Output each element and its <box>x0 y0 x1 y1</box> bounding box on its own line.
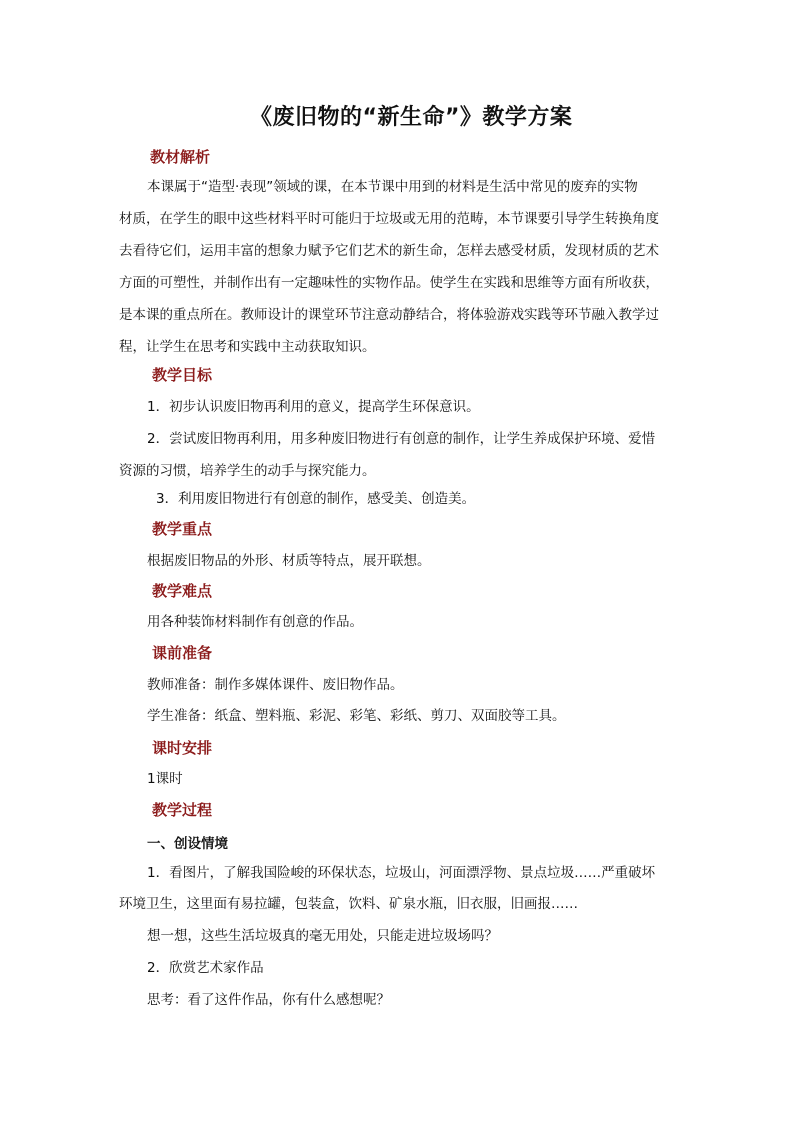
section-heading-key-points: 教学重点 <box>152 520 213 538</box>
process-line: 环境卫生，这里面有易拉罐，包装盒，饮料、矿泉水瓶，旧衣服，旧画报…… <box>119 896 578 912</box>
process-line: 思考：看了这件作品，你有什么感想呢？ <box>147 992 390 1008</box>
analysis-line: 去看待它们，运用丰富的想象力赋予它们艺术的新生命，怎样去感受材质，发现材质的艺术 <box>119 243 659 259</box>
section-heading-goals: 教学目标 <box>152 366 213 384</box>
section-heading-preparation: 课前准备 <box>152 644 213 662</box>
preparation-line: 教师准备：制作多媒体课件、废旧物作品。 <box>147 677 404 693</box>
analysis-line: 本课属于“造型·表现”领域的课，在本节课中用到的材料是生活中常见的废弃的实物 <box>147 179 638 195</box>
analysis-line: 材质，在学生的眼中这些材料平时可能归于垃圾或无用的范畴，本节课要引导学生转换角度 <box>119 211 659 227</box>
section-heading-difficulties: 教学难点 <box>152 582 213 600</box>
schedule-line: 1课时 <box>147 771 183 787</box>
preparation-line: 学生准备：纸盒、塑料瓶、彩泥、彩笔、彩纸、剪刀、双面胶等工具。 <box>147 708 566 724</box>
process-line: 1．看图片，了解我国险峻的环保状态，垃圾山，河面漂浮物、景点垃圾……严重破坏 <box>147 865 656 881</box>
process-line: 想一想，这些生活垃圾真的毫无用处，只能走进垃圾场吗？ <box>147 928 498 944</box>
goals-line: 资源的习惯，培养学生的动手与探究能力。 <box>119 463 376 479</box>
goals-line: 2．尝试废旧物再利用，用多种废旧物进行有创意的制作，让学生养成保护环境、爱惜 <box>147 431 656 447</box>
section-heading-schedule: 课时安排 <box>152 739 213 757</box>
analysis-line: 方面的可塑性，并制作出有一定趣味性的实物作品。使学生在实践和思维等方面有所收获， <box>119 275 659 291</box>
goals-line: 1．初步认识废旧物再利用的意义，提高学生环保意识。 <box>147 399 480 415</box>
analysis-line: 程，让学生在思考和实践中主动获取知识。 <box>119 339 376 355</box>
key-points-line: 根据废旧物品的外形、材质等特点，展开联想。 <box>147 553 431 569</box>
analysis-line: 是本课的重点所在。教师设计的课堂环节注意动静结合，将体验游戏实践等环节融入教学过 <box>119 307 659 323</box>
section-heading-analysis: 教材解析 <box>150 148 211 166</box>
section-heading-process: 教学过程 <box>152 801 213 819</box>
document-title: 《废旧物的“新生命”》教学方案 <box>250 105 573 130</box>
difficulties-line: 用各种装饰材料制作有创意的作品。 <box>147 614 363 630</box>
process-subheading: 一、创设情境 <box>147 836 228 852</box>
goals-line: 3．利用废旧物进行有创意的制作，感受美、创造美。 <box>156 491 476 507</box>
process-line: 2．欣赏艺术家作品 <box>147 960 264 976</box>
